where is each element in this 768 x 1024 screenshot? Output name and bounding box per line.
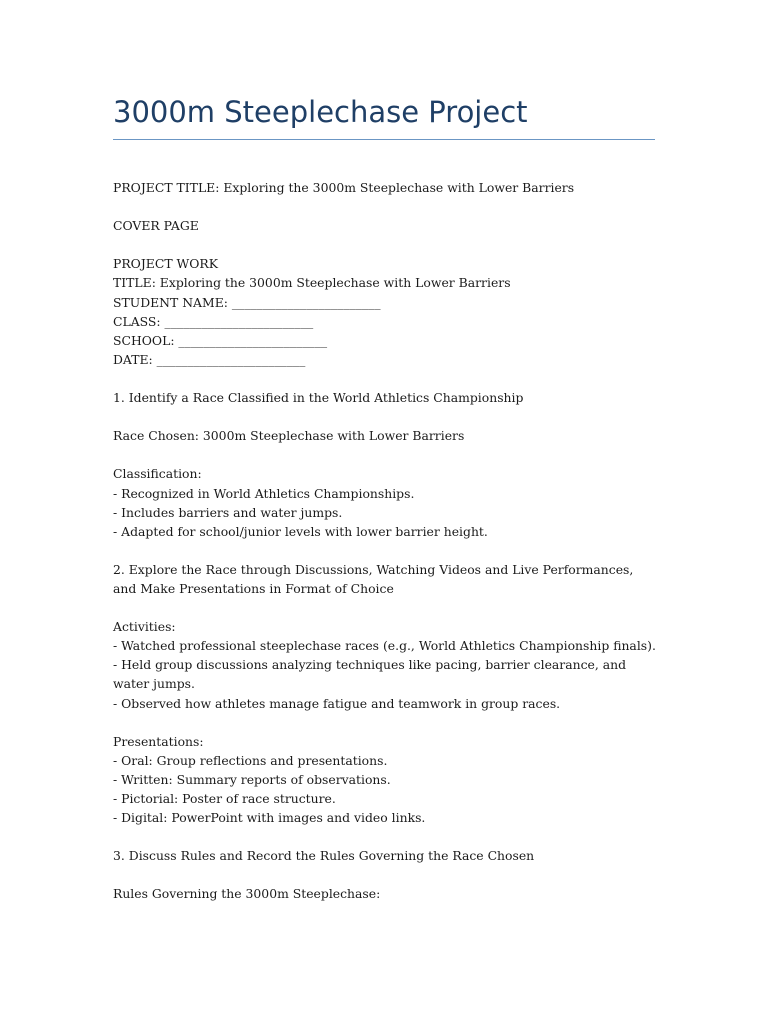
text-line: - Watched professional steeplechase races (e.g., World Athletics Championship finals). — [113, 638, 656, 654]
text-line: - Pictorial: Poster of race structure. — [113, 791, 336, 806]
text-line: Presentations: — [113, 733, 204, 749]
text-line: - Held group discussions analyzing techniques like pacing, barrier clearance, and water jumps. — [113, 657, 627, 692]
text-line: - Oral: Group reflections and presentations. — [113, 752, 388, 768]
text-line: Rules Governing the 3000m Steeplechase: — [113, 886, 381, 902]
text-line: PROJECT TITLE: Exploring the 3000m Steeplechase with Lower Barriers — [113, 180, 575, 195]
text-line: Race Chosen: 3000m Steeplechase with Lower Barriers — [113, 428, 465, 444]
text-line: CLASS: ________________________ — [113, 313, 314, 329]
blank-line — [113, 369, 658, 388]
text-line: Activities: — [113, 619, 176, 635]
blank-line — [113, 541, 658, 560]
text-line: 1. Identify a Race Classified in the World Athletics Championship — [113, 390, 524, 406]
document-body — [113, 178, 658, 904]
blank-line — [113, 827, 658, 846]
text-line: 3. Discuss Rules and Record the Rules Governing the Race Chosen — [113, 848, 535, 864]
text-line: - Adapted for school/junior levels with lower barrier height. — [113, 523, 488, 539]
blank-line — [113, 197, 658, 216]
text-line: - Recognized in World Athletics Championships. — [113, 485, 415, 501]
blank-line — [113, 445, 658, 464]
blank-line — [113, 865, 658, 884]
text-line: 2. Explore the Race through Discussions, Watching Videos and Live Performances, and Make Presentations in Format of Choice — [113, 561, 634, 596]
blank-line — [113, 713, 658, 732]
blank-line — [113, 407, 658, 426]
text-line: - Digital: PowerPoint with images and video links. — [113, 810, 426, 826]
text-line: STUDENT NAME: ________________________ — [113, 294, 381, 310]
text-line: DATE: ________________________ — [113, 351, 306, 367]
text-line: COVER PAGE — [113, 218, 199, 234]
title-underline — [113, 139, 655, 140]
text-line: TITLE: Exploring the 3000m Steeplechase with Lower Barriers — [113, 275, 511, 291]
blank-line — [113, 235, 658, 254]
text-line: PROJECT WORK — [113, 256, 218, 272]
text-line: - Observed how athletes manage fatigue and teamwork in group races. — [113, 695, 561, 711]
document-title: 3000m Steeplechase Project — [113, 95, 528, 129]
text-line: - Includes barriers and water jumps. — [113, 504, 343, 520]
text-line: Classification: — [113, 466, 202, 482]
text-line: SCHOOL: ________________________ — [113, 332, 328, 348]
blank-line — [113, 598, 658, 617]
text-line: - Written: Summary reports of observations. — [113, 771, 391, 787]
